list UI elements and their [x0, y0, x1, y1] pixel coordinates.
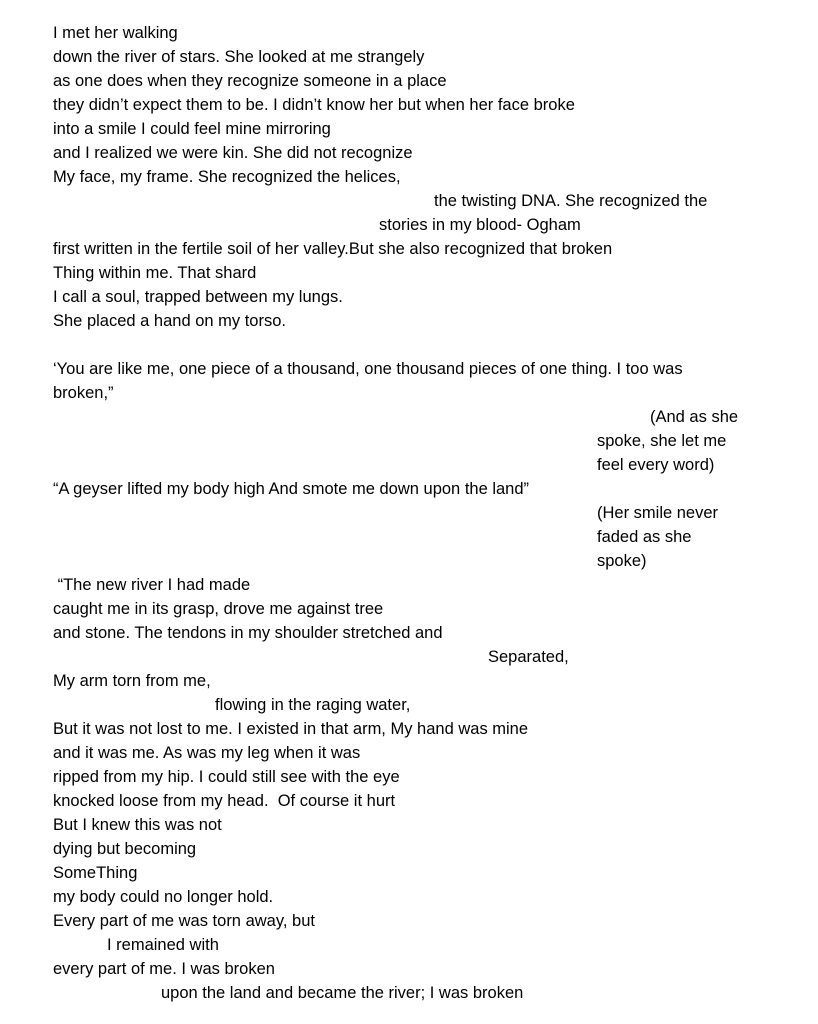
poem-line: and it was me. As was my leg when it was: [53, 744, 361, 762]
poem-line: my body could no longer hold.: [53, 888, 274, 906]
poem-line: dying but becoming: [53, 840, 197, 858]
poem-line: “The new river I had made: [53, 576, 251, 594]
poem-line: into a smile I could feel mine mirroring: [53, 120, 331, 138]
poem-line: My arm torn from me,: [53, 672, 211, 690]
aside-line: faded as she: [597, 528, 692, 546]
poem-line: I remained with: [107, 936, 219, 954]
poem-line: knocked loose from my head. Of course it hurt: [53, 792, 396, 810]
quote-line: ‘You are like me, one piece of a thousand, one thousand pieces of one thing. I too was: [53, 360, 683, 378]
poem-line: down the river of stars. She looked at me strangely: [53, 48, 425, 66]
poem-line: My face, my frame. She recognized the helices,: [53, 168, 401, 186]
poem-line: She placed a hand on my torso.: [53, 312, 286, 330]
poem-line: the twisting DNA. She recognized the: [434, 192, 708, 210]
quote-line: “A geyser lifted my body high And smote me down upon the land”: [53, 480, 530, 498]
aside-line: (And as she: [650, 408, 739, 426]
poem-line: But it was not lost to me. I existed in that arm, My hand was mine: [53, 720, 529, 738]
poem-line: every part of me. I was broken: [53, 960, 275, 978]
poem-line: Thing within me. That shard: [53, 264, 257, 282]
poem-line: Separated,: [488, 648, 569, 666]
poem-line: flowing in the raging water,: [215, 696, 411, 714]
poem-line: I met her walking: [53, 24, 178, 42]
aside-line: feel every word): [597, 456, 715, 474]
quote-line: broken,”: [53, 384, 114, 402]
aside-line: spoke): [597, 552, 647, 570]
aside-line: spoke, she let me: [597, 432, 727, 450]
poem-line: they didn’t expect them to be. I didn’t know her but when her face broke: [53, 96, 575, 114]
poem-line: first written in the fertile soil of her valley.But she also recognized that broken: [53, 240, 613, 258]
poem-line: SomeThing: [53, 864, 138, 882]
poem-line: caught me in its grasp, drove me against tree: [53, 600, 384, 618]
poem-line: Every part of me was torn away, but: [53, 912, 315, 930]
poem-line: stories in my blood- Ogham: [379, 216, 581, 234]
poem-line: and stone. The tendons in my shoulder stretched and: [53, 624, 443, 642]
poem-line: as one does when they recognize someone in a place: [53, 72, 447, 90]
poem-line: But I knew this was not: [53, 816, 222, 834]
poem-line: I call a soul, trapped between my lungs.: [53, 288, 343, 306]
poem-line: ripped from my hip. I could still see with the eye: [53, 768, 400, 786]
aside-line: (Her smile never: [597, 504, 719, 522]
poem-line: upon the land and became the river; I was broken: [161, 984, 524, 1002]
poem-line: and I realized we were kin. She did not recognize: [53, 144, 413, 162]
